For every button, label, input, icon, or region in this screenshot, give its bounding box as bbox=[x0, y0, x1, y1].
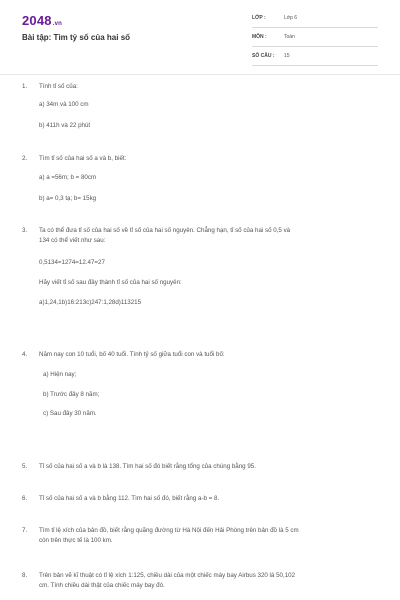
question-1-part-a: a) 34m và 100 cm bbox=[39, 101, 89, 108]
question-text: Tính tỉ số của: bbox=[39, 83, 78, 90]
question-4-part-b: b) Trước đây 8 năm; bbox=[43, 391, 100, 398]
question-3-example: 0,5134=1274=12.47=27 bbox=[39, 259, 105, 266]
question-4-part-c: c) Sau đây 30 năm. bbox=[43, 410, 97, 417]
meta-row-subject bbox=[252, 31, 378, 47]
question-number: 1. bbox=[22, 83, 28, 90]
question-number: 8. bbox=[22, 572, 28, 579]
logo-text: 2048 bbox=[22, 13, 52, 28]
question-text-line-2: còn trên thực tế là 100 km. bbox=[39, 537, 113, 544]
question-text: Tỉ số của hai số a và b bằng 112. Tìm hai số đó, biết rằng a-b = 8. bbox=[39, 495, 220, 502]
question-text-line-1: Ta có thể đưa tỉ số của hai số về tỉ số của hai số nguyên. Chẳng hạn, tỉ số của hai số 0,5 và bbox=[39, 227, 291, 234]
question-text: Năm nay con 10 tuổi, bố 40 tuổi. Tính tỷ số giữa tuổi con và tuổi bố: bbox=[39, 351, 225, 358]
meta-value-subject: Toán bbox=[284, 34, 295, 40]
question-number: 7. bbox=[22, 527, 28, 534]
meta-value-count: 15 bbox=[284, 53, 290, 59]
question-3-instruction: Hãy viết tỉ số sau đây thành tỉ số của hai số nguyên: bbox=[39, 279, 182, 286]
question-3-items: a)1,24,1b)16:213c)247:1,28d)113215 bbox=[39, 299, 142, 306]
question-2-part-b: b) a= 0,3 tạ; b= 15kg bbox=[39, 195, 97, 202]
meta-value-class: Lớp 6 bbox=[284, 15, 298, 21]
meta-label-count: SỐ CÂU : bbox=[252, 53, 275, 59]
question-text-line-2: cm. Tính chiều dài thật của chiếc máy bay đó. bbox=[39, 582, 165, 589]
meta-label-subject: MÔN : bbox=[252, 34, 267, 40]
logo-suffix: .vn bbox=[52, 21, 63, 27]
worksheet-header bbox=[0, 0, 400, 72]
question-number: 3. bbox=[22, 227, 28, 234]
header-divider bbox=[0, 74, 400, 75]
question-2-part-a: a) a =56m; b = 80cm bbox=[39, 174, 97, 181]
question-text-line-2: 134 có thể viết như sau: bbox=[39, 237, 106, 244]
question-number: 2. bbox=[22, 155, 28, 162]
question-number: 5. bbox=[22, 463, 28, 470]
worksheet-title: Bài tập: Tìm tỷ số của hai số bbox=[22, 33, 131, 42]
question-number: 4. bbox=[22, 351, 28, 358]
question-text-line-1: Tìm tỉ lệ xích của bản đồ, biết rằng quãng đường từ Hà Nội đến Hải Phòng trên bản đồ là 5 cm bbox=[39, 527, 299, 534]
question-text: Tìm tỉ số của hai số a và b, biết: bbox=[39, 155, 127, 162]
question-text-line-1: Trên bản vẽ kĩ thuật có tỉ lệ xích 1:125, chiều dài của một chiếc máy bay Airbus 320 là 50,102 bbox=[39, 572, 296, 579]
site-logo[interactable] bbox=[22, 13, 62, 28]
question-1-part-b: b) 411h và 22 phút bbox=[39, 122, 91, 129]
meta-row-class bbox=[252, 12, 378, 28]
worksheet-meta bbox=[252, 12, 378, 69]
meta-row-count bbox=[252, 50, 378, 66]
question-number: 6. bbox=[22, 495, 28, 502]
meta-label-class: LỚP : bbox=[252, 15, 266, 21]
question-text: Tỉ số của hai số a và b là 138. Tìm hai số đó biết rằng tổng của chúng bằng 95. bbox=[39, 463, 256, 470]
question-4-part-a: a) Hiện nay; bbox=[43, 371, 77, 378]
